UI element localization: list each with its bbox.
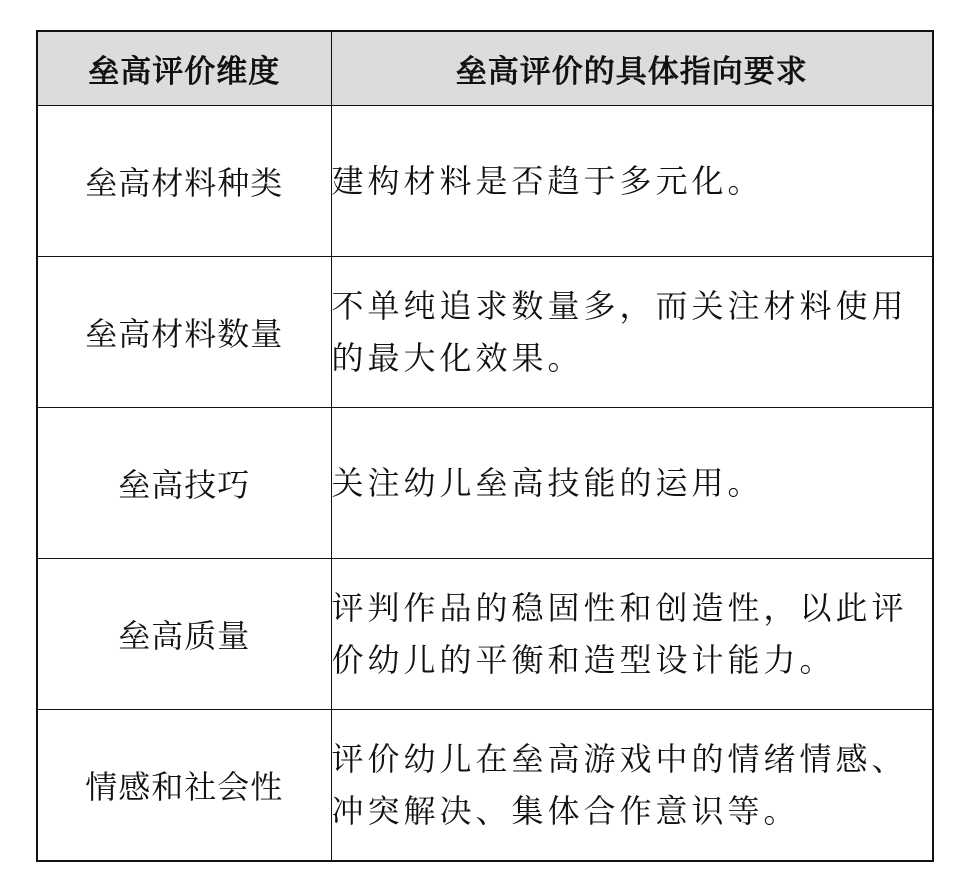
table-row [37, 106, 933, 257]
table-row [37, 559, 933, 710]
requirement-cell: 关注幼儿垒高技能的运用。 [331, 408, 933, 559]
table-row [37, 408, 933, 559]
evaluation-table [36, 30, 934, 862]
dimension-cell: 垒高材料种类 [37, 106, 331, 257]
table-header [37, 31, 933, 106]
dimension-cell: 垒高技巧 [37, 408, 331, 559]
header-row [37, 31, 933, 106]
header-requirement: 垒高评价的具体指向要求 [331, 31, 933, 106]
requirement-cell: 建构材料是否趋于多元化。 [331, 106, 933, 257]
table-row [37, 710, 933, 861]
requirement-cell: 评判作品的稳固性和创造性，以此评价幼儿的平衡和造型设计能力。 [331, 559, 933, 710]
requirement-cell: 不单纯追求数量多，而关注材料使用的最大化效果。 [331, 257, 933, 408]
dimension-cell: 情感和社会性 [37, 710, 331, 861]
header-dimension: 垒高评价维度 [37, 31, 331, 106]
dimension-cell: 垒高质量 [37, 559, 331, 710]
requirement-cell: 评价幼儿在垒高游戏中的情绪情感、冲突解决、集体合作意识等。 [331, 710, 933, 861]
table-row [37, 257, 933, 408]
table-body [37, 106, 933, 862]
dimension-cell: 垒高材料数量 [37, 257, 331, 408]
